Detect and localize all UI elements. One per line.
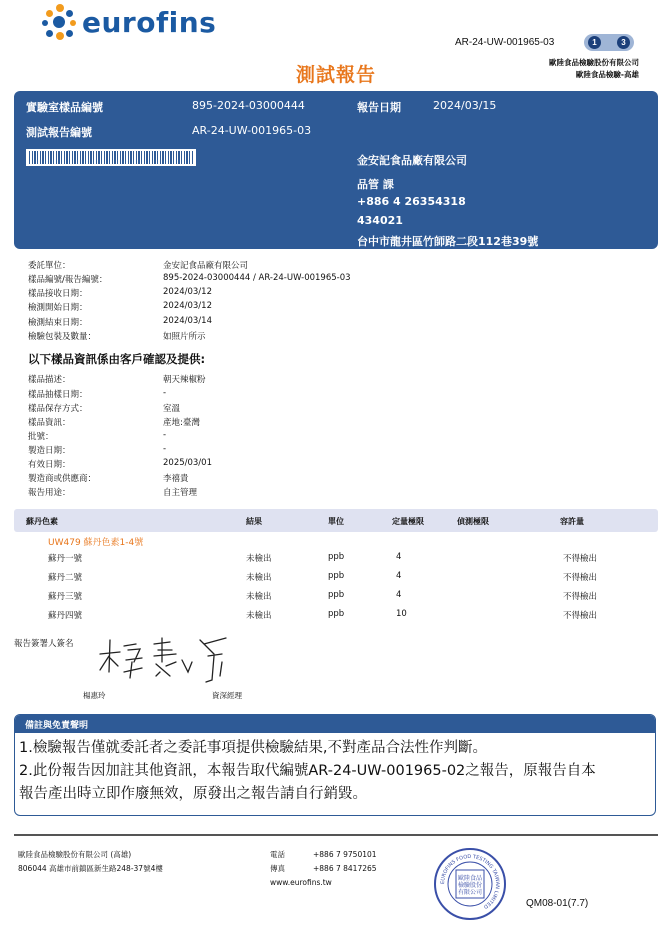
table-row: 蘇丹三號 未檢出 ppb 4 不得檢出 — [48, 590, 598, 602]
barcode — [26, 149, 196, 166]
signature-label: 報告簽署人簽名 — [14, 639, 74, 649]
remarks-title: 備註與免責聲明 — [15, 715, 655, 733]
footer-company: 歐陸食品檢驗股份有限公司 (高雄) — [18, 850, 132, 859]
footer-company-block — [18, 848, 163, 876]
col-limit: 容許量 — [560, 517, 584, 526]
client-name: 金安記食品廠有限公司 — [357, 154, 467, 167]
footer-divider — [14, 834, 658, 836]
footer-fax-label: 傳真 — [270, 864, 285, 873]
svg-text:有限公司: 有限公司 — [457, 889, 483, 896]
lab-sample-no: 895-2024-03000444 — [192, 99, 305, 112]
seal-graphic — [436, 850, 504, 918]
footer-fax: +886 7 8417265 — [313, 864, 377, 873]
remark-line: 1.檢驗報告僅就委託者之委託事項提供檢驗結果,不對產品合法性作判斷。 — [19, 740, 487, 756]
remark-line: 2.此份報告因加註其他資訊，本報告取代編號AR-24-UW-001965-02之報告，原報告自本 — [19, 763, 596, 779]
remarks-body — [15, 733, 655, 806]
table-row: 蘇丹一號 未檢出 ppb 4 不得檢出 — [48, 552, 598, 564]
form-number: QM08-01(7.7) — [526, 898, 589, 909]
results-table-header — [14, 509, 658, 532]
col-unit: 單位 — [328, 517, 344, 526]
svg-text:EUROFINS FOOD TESTING TAIWAN L: EUROFINS FOOD TESTING TAIWAN LIMITED — [439, 853, 501, 910]
report-no: AR-24-UW-001965-03 — [192, 124, 312, 137]
footer-address: 806044 高雄市前鎮區新生路248-37號4樓 — [18, 864, 163, 873]
test-method: UW479 蘇丹色素1-4號 — [48, 538, 144, 548]
client-zip: 434021 — [357, 214, 403, 227]
client-info-heading: 以下樣品資訊係由客戶確認及提供: — [28, 352, 206, 366]
report-summary-box — [14, 91, 658, 249]
report-no-label: 測試報告編號 — [26, 126, 92, 139]
footer-contact-labels — [270, 848, 285, 876]
report-date-label: 報告日期 — [357, 101, 401, 114]
col-result: 結果 — [246, 517, 262, 526]
lab-sample-no-label: 實驗室樣品編號 — [26, 101, 103, 114]
company-name-line2: 歐陸食品檢驗-高雄 — [575, 70, 639, 79]
document-title: 測試報告 — [296, 64, 377, 86]
table-row: 蘇丹二號 未檢出 ppb 4 不得檢出 — [48, 571, 598, 583]
footer-contact-values — [313, 848, 377, 876]
logo-text: eurofins — [82, 5, 217, 39]
eurofins-logo — [42, 4, 216, 40]
signer-title: 資深經理 — [212, 691, 242, 700]
footer-phone: +886 7 9750101 — [313, 850, 377, 859]
report-number-top: AR-24-UW-001965-03 — [455, 37, 555, 48]
company-name-line1: 歐陸食品檢驗股份有限公司 — [549, 58, 639, 67]
company-seal — [434, 848, 506, 920]
report-date: 2024/03/15 — [433, 99, 497, 112]
col-item: 蘇丹色素 — [26, 517, 58, 526]
remark-line: 報告產出時立即作廢無效，原發出之報告請自行銷毀。 — [19, 786, 367, 802]
client-dept: 品管 課 — [357, 178, 394, 191]
client-phone: +886 4 26354318 — [357, 195, 466, 208]
page-indicator — [584, 34, 634, 51]
signer-name: 楊惠玲 — [83, 691, 106, 700]
col-loq: 定量極限 — [392, 517, 424, 526]
page-total: 3 — [617, 36, 630, 49]
handwritten-signature — [96, 632, 236, 690]
footer-website: www.eurofins.tw — [270, 878, 332, 887]
page-current: 1 — [588, 36, 601, 49]
remarks-box — [14, 714, 656, 816]
col-lod: 偵測極限 — [457, 517, 489, 526]
client-address: 台中市龍井區竹師路二段112巷39號 — [357, 235, 539, 248]
eurofins-dots-icon — [42, 4, 78, 40]
company-header — [549, 57, 639, 81]
svg-text:歐陸食品: 歐陸食品 — [457, 875, 483, 882]
table-row: 蘇丹四號 未檢出 ppb 10 不得檢出 — [48, 609, 598, 621]
footer-phone-label: 電話 — [270, 850, 285, 859]
svg-text:檢驗股份: 檢驗股份 — [457, 882, 483, 889]
